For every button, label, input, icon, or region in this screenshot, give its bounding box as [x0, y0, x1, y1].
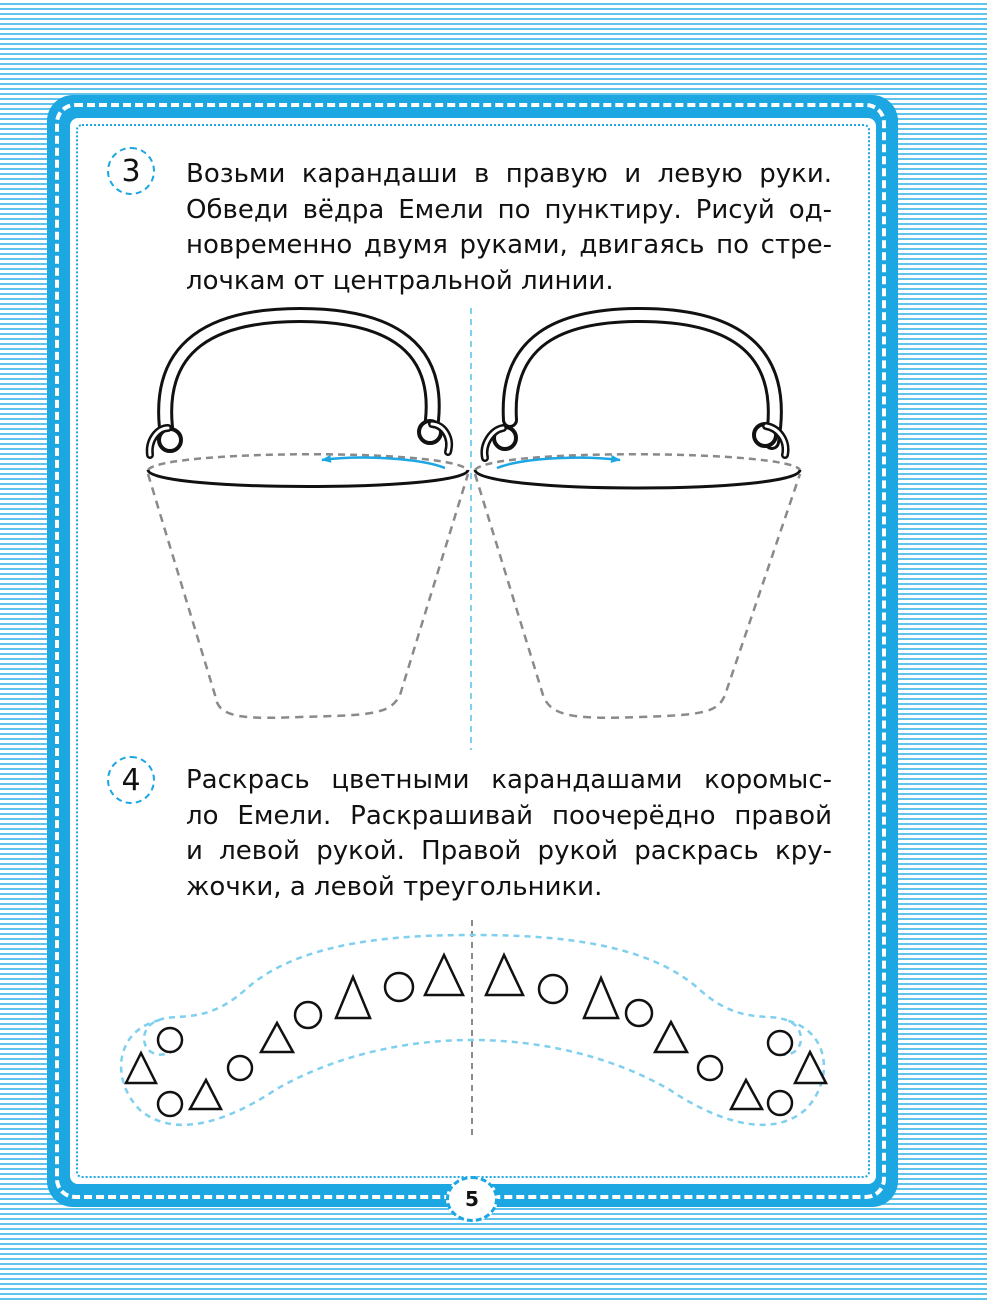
right-bucket: [475, 315, 800, 718]
yoke-triangles: [126, 955, 826, 1109]
task-3-line-3: новременно двумя руками, двигаясь по стре-: [186, 230, 832, 260]
yoke-triangle: [190, 1080, 221, 1109]
yoke-circle: [626, 1000, 652, 1026]
task-3-line-2: Обведи вёдра Емели по пунктиру. Рисуй од-: [186, 194, 832, 225]
yoke-circle: [385, 973, 413, 1001]
task-4-number: 4: [121, 762, 141, 798]
task-4-line-1: Раскрась цветными карандашами коромыс-: [186, 765, 832, 795]
yoke-circle: [768, 1091, 792, 1115]
task-4-line-3: и левой рукой. Правой рукой раскрась кру-: [186, 836, 832, 866]
page-number-badge: [446, 1176, 498, 1222]
yoke-outline-top: [144, 935, 801, 1055]
task-3-line-4: лочкам от центральной линии.: [186, 265, 614, 296]
yoke-circle: [768, 1031, 792, 1055]
right-bucket-rim-front: [475, 470, 800, 488]
yoke-triangle: [584, 978, 618, 1018]
yoke-triangle: [655, 1022, 687, 1052]
yoke-circle: [158, 1092, 182, 1116]
task-4-line-2: ло Емели. Раскрашивай поочерёдно правой: [186, 800, 832, 831]
yoke-triangle: [261, 1023, 293, 1052]
yoke-circle: [158, 1028, 182, 1052]
task-3-number: 3: [121, 153, 141, 189]
yoke-circle: [228, 1056, 252, 1080]
yoke-triangle: [486, 955, 523, 995]
yoke-circle: [539, 975, 567, 1003]
page-number: 5: [465, 1187, 479, 1211]
yoke-circle: [698, 1056, 722, 1080]
right-bucket-body-trace: [475, 474, 800, 718]
yoke-triangle: [731, 1080, 762, 1109]
left-bucket-rim-front: [148, 470, 468, 487]
left-bucket: [148, 315, 468, 718]
task-4-line-4: жочки, а левой треугольники.: [186, 871, 603, 902]
left-bucket-body-trace: [148, 474, 468, 718]
yoke-triangle: [126, 1053, 156, 1083]
yoke-triangle: [795, 1052, 826, 1083]
yoke-circle: [295, 1002, 321, 1028]
yoke-triangle: [425, 955, 463, 995]
task-3-line-1: Возьми карандаши в правую и левую руки.: [186, 159, 832, 189]
yoke-circles: [158, 973, 792, 1116]
yoke-triangle: [336, 977, 370, 1018]
